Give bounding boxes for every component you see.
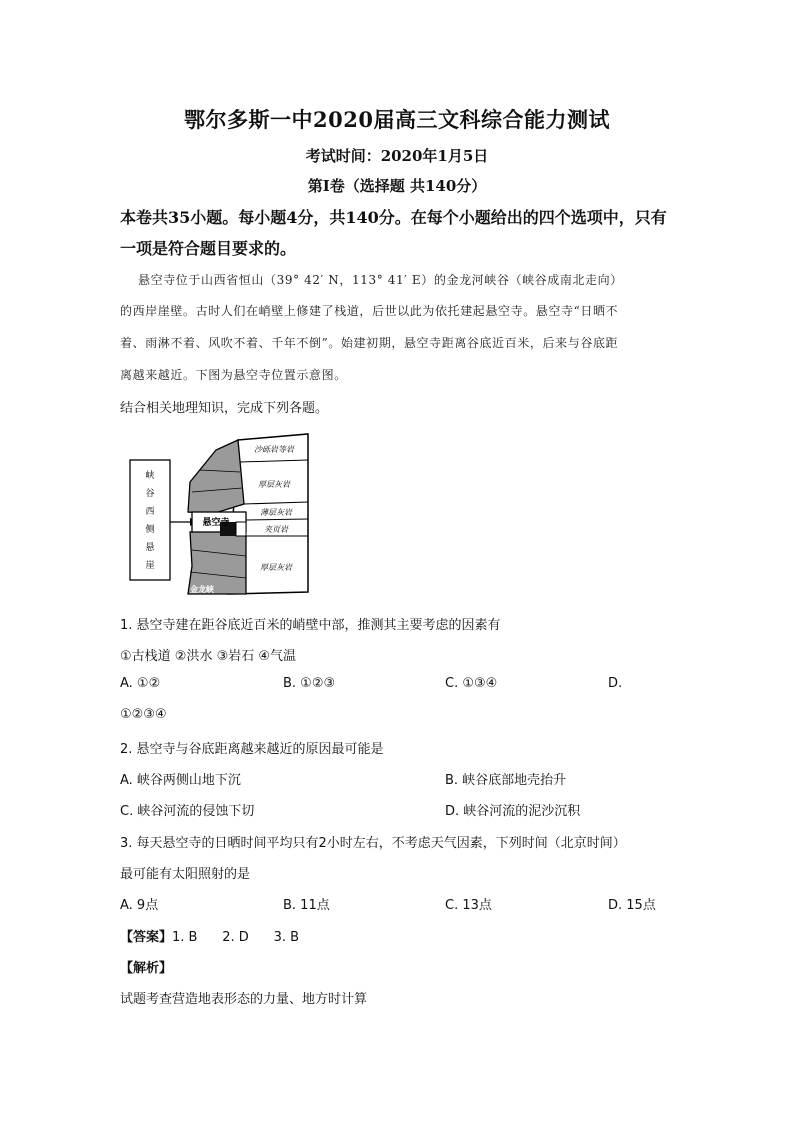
exam-time: 考试时间：2020年1月5日 [305,147,489,165]
cliff-label-char: 悬 [145,543,155,553]
question-1-stem: 1. 悬空寺建在距谷底近百米的峭壁中部，推测其主要考虑的因素有 [120,618,501,633]
cliff-label-char: 崖 [145,561,155,571]
layer-label-thick-limestone-upper: 厚层灰岩 [258,480,290,489]
instructions-line-2: 一项是符合题目要求的。 [120,239,297,258]
page-title: 鄂尔多斯一中2020届高三文科综合能力测试 [184,107,610,132]
cliff-label-char: 侧 [145,525,155,535]
passage-line-4: 离越来越近。下图为悬空寺位置示意图。 [120,368,347,382]
question-3-stem-line-1: 3. 每天悬空寺的日晒时间平均只有2小时左右，不考虑天气因素，下列时间（北京时间） [120,836,626,851]
cliff-face-upper [188,440,244,514]
gorge-label: 金龙峡 [190,584,214,594]
layer-label-thick-limestone-lower: 厚层灰岩 [260,563,292,572]
cliff-label-char: 谷 [145,489,155,499]
answer-label: 【答案】 [120,930,173,945]
layer-label-thin-limestone: 薄层灰岩 [260,508,292,517]
question-1-option-a: A. ①② [120,676,161,691]
passage-line-2: 的西岸崖壁。古时人们在峭壁上修建了栈道，后世以此为依托建起悬空寺。悬空寺“日晒不 [120,304,619,318]
question-3-stem-line-2: 最可能有太阳照射的是 [120,867,251,882]
question-2-stem: 2. 悬空寺与谷底距离越来越近的原因最可能是 [120,742,384,757]
passage-prompt: 结合相关地理知识，完成下列各题。 [120,401,329,416]
passage-line-1: 悬空寺位于山西省恒山（39° 42′ N，113° 41′ E）的金龙河峡谷（峡谷成南北走向） [138,273,623,287]
question-2-option-c: C. 峡谷河流的侵蚀下切 [120,804,255,819]
question-2-option-a: A. 峡谷两侧山地下沉 [120,773,241,788]
layer-label-sandstone: 沙砾岩等岩 [254,445,294,454]
answer-text: 1. B 2. D 3. B [172,930,300,945]
answer-row [120,926,299,945]
layer-label-shale: 夹页岩 [264,525,288,534]
question-2-option-d: D. 峡谷河流的泥沙沉积 [445,804,581,819]
question-3-option-b: B. 11点 [283,898,330,913]
question-1-option-d-text: ①②③④ [120,707,167,722]
analysis-text: 试题考查营造地表形态的力量、地方时计算 [120,992,368,1007]
question-1-option-c: C. ①③④ [445,676,498,691]
cliff-label-char: 西 [145,507,155,517]
question-3-option-c: C. 13点 [445,898,492,913]
question-3-option-a: A. 9点 [120,898,159,913]
question-3-option-d: D. 15点 [608,898,656,913]
analysis-label: 【解析】 [120,961,173,976]
passage-line-3: 着、雨淋不着、风吹不着、千年不倒”。始建初期，悬空寺距离谷底近百米，后来与谷底距 [120,336,619,350]
question-1-option-d: D. [608,676,623,691]
question-1-option-b: B. ①②③ [283,676,336,691]
question-1-factors: ①古栈道 ②洪水 ③岩石 ④气温 [120,649,297,664]
temple-label: 悬空寺 [202,518,230,528]
cliff-label-char: 峡 [145,471,155,481]
temple-location-diagram [128,432,318,597]
instructions-line-1: 本卷共35小题。每小题4分，共140分。在每个小题给出的四个选项中，只有 [120,208,667,227]
section-heading: 第Ⅰ卷（选择题 共140分） [307,177,487,195]
question-2-option-b: B. 峡谷底部地壳抬升 [445,773,567,788]
